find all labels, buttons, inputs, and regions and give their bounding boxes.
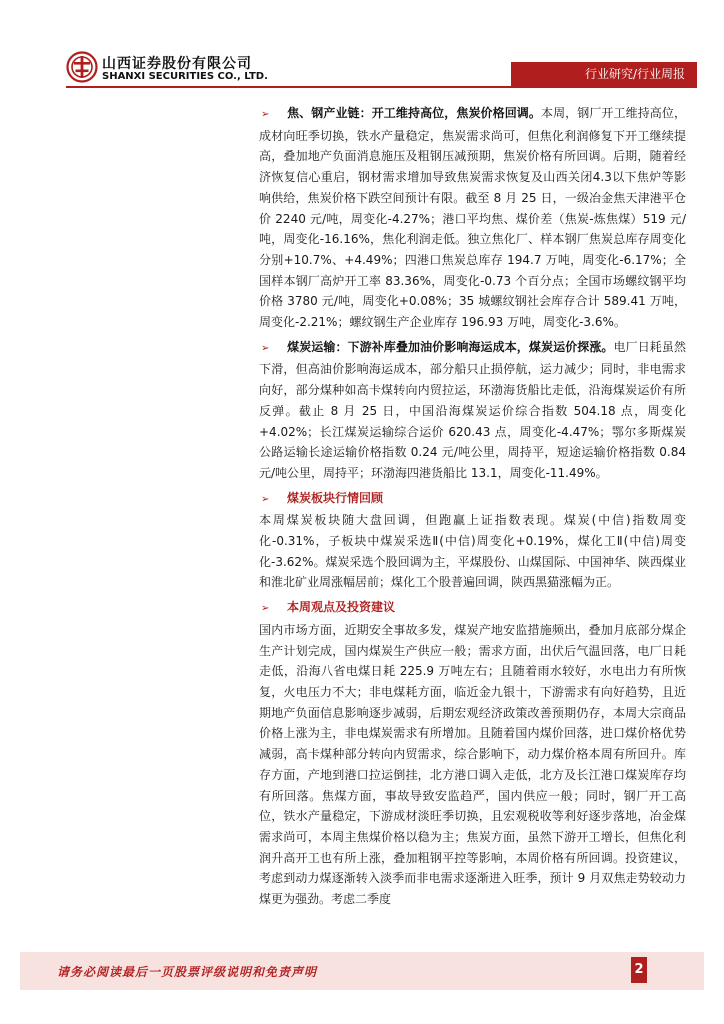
section-coal-transport (259, 337, 686, 484)
section-text: 国内市场方面，近期安全事故多发，煤炭产地安监措施频出，叠加月底部分煤企生产计划完成，国内煤炭生产供应一般；需求方面，出伏后气温回落，电厂日耗走低，沿海八省电煤日耗 225.9 万吨左右；且随着雨水较好，水电出力有所恢复，火电压力不大；非电煤耗方面，临近金九银十，下游需求有向好趋势，且近期地产负面信息影响逐步减弱，后期宏观经济政策改善预期仍存，本周大宗商品价格上涨为主，非电煤炭需求有所增加。且随着国内煤价回落，进口煤价格优势减弱，高卡煤种部分转向内贸需求，综合影响下，动力煤价格本周有所回升。库存方面，产地到港口拉运倒挂，北方港口调入走低，北方及长江港口煤炭库存均有所回落。焦煤方面，事故导致安监趋严，国内供应一般；同时，钢厂开工高位，铁水产量稳定，下游成材淡旺季切换，且宏观税收等利好逐步落地，冶金煤需求尚可，本周主焦煤价格以稳为主；焦炭方面，虽然下游开工增长，但焦化利润升高开工也有所上涨，叠加粗钢平控等影响，本周价格有所回调。投资建议，考虑到动力煤逐渐转入淡季而非电需求逐渐进入旺季，预计 9 月双焦走势较动力煤更为强劲。考虑二季度 (259, 622, 686, 907)
page-footer (20, 952, 704, 990)
arrow-bullet-icon: ➢ (261, 109, 270, 120)
section-title: 本周观点及投资建议 (287, 600, 396, 615)
header-divider (66, 86, 697, 88)
page-header (0, 0, 724, 90)
company-name-en: SHANXI SECURITIES CO., LTD. (102, 71, 268, 82)
section-market-review (259, 488, 686, 594)
section-lead: 焦、钢产业链：开工维持高位，焦炭价格回调。 (287, 106, 541, 120)
section-lead: 煤炭运输：下游补库叠加油价影响海运成本，煤炭运价探涨。 (287, 339, 614, 354)
report-body (259, 103, 686, 910)
arrow-bullet-icon: ➢ (261, 603, 270, 615)
section-text: 本周煤炭板块随大盘回调，但跑赢上证指数表现。煤炭(中信)指数周变化-0.31%，子板块中煤炭采选Ⅱ(中信)周变化+0.19%，煤化工Ⅱ(中信)周变化-3.62%。煤炭采选个股回调为主，平煤股份、山煤国际、中国神华、陕西煤业和淮北矿业周涨幅居前；煤化工个股普遍回调，陕西黑猫涨幅为正。 (259, 513, 686, 590)
disclaimer-note: 请务必阅读最后一页股票评级说明和免责声明 (57, 965, 318, 979)
page-number: 2 (631, 957, 647, 983)
section-coke-steel (259, 103, 686, 333)
report-category: 行业研究/行业周报 (511, 62, 697, 86)
company-name-cn: 山西证券股份有限公司 (102, 56, 252, 72)
section-title: 煤炭板块行情回顾 (287, 490, 384, 505)
section-text: 电厂日耗虽然下滑，但高油价影响海运成本，部分船只止损停航，运力减少；同时，非电需求向好，部分煤种如高卡煤转向内贸拉运，环渤海货船比走低，沿海煤炭运价有所反弹。截止 8 月 25 日，中国沿海煤炭运价综合指数 504.18 点，周变化+4.02%；长江煤炭运输综合运价 620.43 点，周变化-4.47%；鄂尔多斯煤炭公路运输长途运输价格指数 0.24 元/吨公里，周持平，短途运输价格指数 0.84 元/吨公里，周持平；环渤海四港货船比 13.1，周变化-11.49%。 (259, 339, 686, 480)
arrow-bullet-icon: ➢ (261, 342, 270, 354)
section-outlook (259, 597, 686, 910)
company-logo-icon (66, 51, 98, 83)
arrow-bullet-icon: ➢ (261, 493, 270, 505)
section-heading (259, 488, 686, 511)
section-text: 本周，钢厂开工维持高位，成材向旺季切换，铁水产量稳定，焦炭需求尚可，但焦化利润修复下开工继续提高，叠加地产负面消息施压及粗钢压减预期，焦炭价格有所回调。后期，随着经济恢复信心重启，钢材需求增加导致焦炭需求恢复及山西关闭4.3以下焦炉等影响供给，焦炭价格下跌空间预计有限。截至 8 月 25 日，一级冶金焦天津港平仓价 2240 元/吨，周变化-4.27%；港口平均焦、煤价差（焦炭-炼焦煤）519 元/吨，周变化-16.16%，焦化利润走低。独立焦化厂、样本钢厂焦炭总库存周变化分别+10.7%、+4.49%；四港口焦炭总库存 194.7 万吨，周变化-6.17%；全国样本钢厂高炉开工率 83.36%，周变化-0.73 个百分点；全国市场螺纹钢平均价格 3780 元/吨，周变化+0.08%；35 城螺纹钢社会库存合计 589.41 万吨，周变化-2.21%；螺纹钢生产企业库存 196.93 万吨，周变化-3.6%。 (259, 106, 686, 330)
section-heading (259, 597, 686, 620)
